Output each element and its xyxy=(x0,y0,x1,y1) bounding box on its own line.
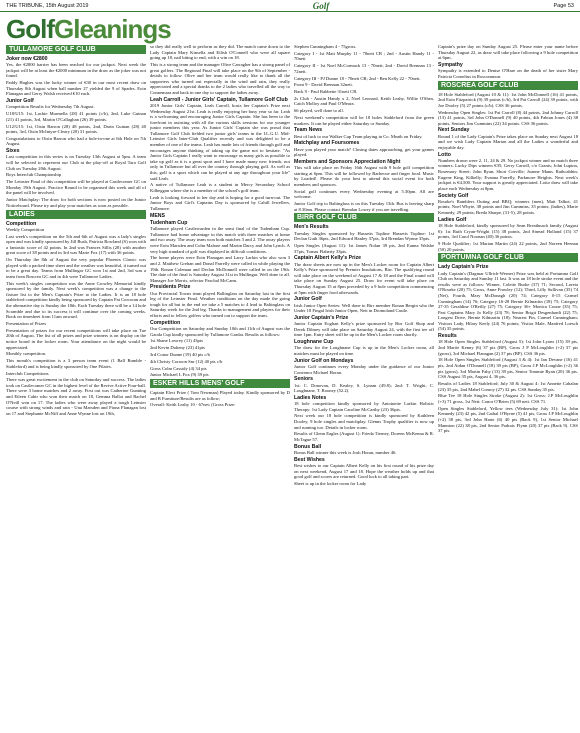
article-paragraph: A native of Tullamore Leah is a student in Mercy Secondary School Kilbeggan where she is a member of the school's golf team. xyxy=(150,182,290,194)
club-section-banner: BIRR GOLF CLUB xyxy=(294,213,434,222)
article-paragraph: Captain Elect Prize ( Tom Newman) Played today. Kindly sponsored by D and B Furniture/Results are as follow; xyxy=(150,390,290,401)
article-paragraph: 2019 Junior Girls' Captain, Leah Carroll, hosts her Captain's Prize next Wednesday August 21st. Leah is really enjoying her busy year so far. Leah is a welcoming and encouraging Junior Girls Captain. She has been to the forefront in assisting with all the various skills sessions for our younger junior members this year. As Junior Girls' Captain she was proud that Tullamore Golf Club fielded two junior girls' teams in the I.L.G.U. Mid-Leinster Girls Inter-Club Qualifier recently and was delighted to be a member of one of the teams. Leah has made lots of friends through golf and encourages anyone thinking of taking up the game not to hesitate. "As Junior Girls Captain I really want to encourage as many girls as possible to take up golf as it is a great sport and I have made many new friends, not only in Tullamore but all over the country through playing golf. As well as this, golf is a sport which can be played at any age throughout your life" said Leah. xyxy=(150,102,290,181)
club-section-banner: LADIES xyxy=(6,210,146,219)
article-paragraph: Junior Golf trip to Baltinglass is on this Tuesday 13th. Bus is leaving sharp at 8.30am. Please contact Brendan Lowry if you are travelling. xyxy=(294,201,434,212)
article-subheading: Lotto xyxy=(438,151,451,158)
article-paragraph: Irish Junior Open Series: Well done to Birr member Ronan Bergin who the Under 18 Fingal Irish Junior Open, Nett in Dromoland Castle. xyxy=(294,302,434,314)
masthead-title xyxy=(6,14,171,44)
article-subheading: Competition xyxy=(150,319,181,326)
article-subheading: Presidents Prize xyxy=(150,284,191,291)
article-paragraph: Have you played your match? Closing dates approaching, get your games played. xyxy=(294,146,434,158)
article-paragraph: Monthly competition. xyxy=(6,351,47,357)
article-paragraph: Leah is looking forward to her day and is hoping for a good turn-out. The Junior Boys and Girl's Captains Day is sponsored by Cahill Jewellers, Tullamore. xyxy=(150,194,290,211)
section-name: Golf xyxy=(312,0,330,11)
article-subheading: Junior Golf xyxy=(6,98,34,105)
article-paragraph: Interclub Competitions xyxy=(6,370,49,376)
article-paragraph: Wednesday Open Singles: 1st Pat Carroll (8) 44 points, 2nd Johnny Carroll (13) 41 points, 3rd John O'Donnell (9) 40 points, 4th Fabian Jones (4) 38 points, Seniors Jim Cummins (22) 34 points. CSS 36 points. xyxy=(438,109,578,126)
article-paragraph: Sympathy is extended to Denise O'Hare on the death of her sister Mary Patricia Cornelius in Roscommon. xyxy=(438,68,578,79)
article-subheading: Joker now €2800 xyxy=(6,56,48,62)
article-paragraph: Gross Colm Cassidy (4) 34 pts xyxy=(150,365,207,371)
column-4 xyxy=(438,44,578,730)
article-paragraph: The Leinster Final of this competition will be played at Castlecomer GC on Monday 19th August. Practice Round to be organised this week and all of the panel will be involved. xyxy=(6,179,146,196)
club-section-banner: ROSCREA GOLF CLUB xyxy=(438,81,578,90)
article-paragraph: This is a strong team and the manager Olive Carragher has a strong panel of great golfers. The Regional Final will take place on the 9th of September - details to follow. Olive and her team would really like to thank all the supporters who turned out especially in the wind and rain, they really appreciated and a special thanks to the 2 ladies who travelled all the way to Connemara and back in one day to support the ladies away. xyxy=(150,61,290,95)
article-paragraph: Captain's prize day on Sunday August 25. Please enter your name before Thursday August 22, as draw will take place following a 9 hole competition at 6pm. xyxy=(438,44,578,61)
article-paragraph: 66 played, well done to all. xyxy=(294,108,344,114)
article-subheading: MENS xyxy=(150,212,165,219)
article-subheading: Junior Golf xyxy=(294,296,322,303)
article-paragraph: Junior Golf continues every Monday under the guidance of our Junior Convenor Michael Horan. xyxy=(294,363,434,375)
article-paragraph: Best of luck to our Walker Cup Team playing in Co. Meath on Friday. xyxy=(294,133,423,139)
page-header-bar xyxy=(0,0,580,12)
article-paragraph: Last week's competition on the 5th and 6th of August was a lady's singles open and was kindly sponsored by Jill Bush, Patricia Rowland (S) won with a fantastic score of 42 points. In 2nd was Frances Sillis (28) with another great score of 38 points and in 3rd was Marie Fox (17) with 36 points. xyxy=(6,233,146,256)
club-section-banner: ESKER HILLS MENS' GOLF xyxy=(150,379,290,388)
article-subheading: Men's Results xyxy=(294,224,329,231)
article-paragraph: Rourke's Ramblers Outing and BBQ; winners (men), Matt Talbot, 41 points; Noel Whyte, 38 points and Jim Cummins, 35 points; (ladies), Marie Kennedy, 29 points; Breda Sharpe, (31-5), 28 points. xyxy=(438,198,578,215)
article-paragraph: Yes, the €2800 barrier has been reached for our jackpot. Next week the jackpot will be at least the €2000 minimum in the draw as the joker was not found. xyxy=(6,62,146,79)
article-paragraph: 1st: C. Donovan, D. Kealey, S. Lynam (49.8); 2nd: T. Wright, C. Loughnane, T. Rooney (52.2). xyxy=(294,382,434,394)
article-paragraph: Open Singles (August 11): 1st James Nolan 39 pts, 2nd Eanna Walshe 37pts, Tomas Flaherty 33pts. xyxy=(294,243,434,254)
article-paragraph: Boys Interclub Championship xyxy=(6,172,62,178)
article-paragraph: Last competition in this series is on Tuesday 13th August at 5pm. A team will be selected to represent our Club at the play-off at Royal Tara Golf Club on Tuesday 20th August. xyxy=(6,154,146,171)
article-paragraph: Results of Glenn Eagles (August 1): Frieda Tierney, Doreen McKenna & R. McTague 57. xyxy=(294,431,434,443)
article-subheading: Lady Captain's Prize xyxy=(438,264,489,271)
article-subheading: Best Wishes xyxy=(294,456,325,463)
article-subheading: Next Sunday xyxy=(438,127,470,134)
article-paragraph: Bonus Ball winner this week is Josh Horan, number 46. xyxy=(294,450,397,455)
article-paragraph: 18 Hole Open Singles Stableford (August 5): 1st John Lyons (15) 39 pts, 2nd Martie Kenny (6) 37 pts (BP), Gross J P McLoughlin (+2) 37 pts (gross), 3rd Michael Flanagan (2) 37 pts (BP). CSS 36 pts. xyxy=(438,339,578,356)
article-subheading: Society Golf xyxy=(438,192,469,199)
article-subheading: Ladies Notes xyxy=(294,394,327,401)
article-paragraph: 4th Christy Corroon Snr (12) 40 pts c/b xyxy=(150,358,223,364)
article-paragraph: 18 Hole Stableford, kindly sponsored by Sean Breathnach family (August 6): 1st Ruth Cryan-Wright (15) 38 points, 2nd Sinead Holland (15) 37 points, 3rd Carol Noonan (40) 36 points. xyxy=(438,222,578,240)
article-paragraph: Congratulations to Oisin Barron who had a hole-in-one at 6th Hole on 7th August. xyxy=(6,135,146,147)
article-paragraph: Category III - PJ Dunne 18 - 70nett CB; 2nd - Ben Kelly 22 - 70nett. xyxy=(294,75,421,81)
column-1 xyxy=(6,44,146,730)
article-subheading: Loughnane Cup xyxy=(294,339,334,346)
club-section-banner: TULLAMORE GOLF CLUB xyxy=(6,45,146,54)
article-subheading: Competition xyxy=(6,220,37,227)
article-subheading: Seniors xyxy=(294,376,314,383)
article-paragraph: 1st Shane Lowrey (11) 43pts xyxy=(150,338,203,344)
article-paragraph: Stephen Cunningham 4 - 75gross. xyxy=(294,44,357,49)
article-paragraph: Junior Michael L Fox (9) 39 pts xyxy=(150,372,209,378)
article-paragraph: Presentation of Prizes xyxy=(6,321,47,326)
article-paragraph: Blue Tee 18 Hole Singles Stroke (August 2): 1st Gross: J.P McLoughlin (+3) 71 gross, 1st Nett: Conor O'Brien (5) 69 nett. CSS 71. xyxy=(438,393,578,404)
article-paragraph: U12/U15: 1st, Oisin Barron (28) 48 points, 2nd, Darin Guinan (28) 40 points, 3rd, Oisin McIntyre-Cleary (20) 31 points. xyxy=(6,123,146,135)
article-paragraph: 9 Hole Qualifier; 1st Marian Martin (24) 22 points, 2nd Noreen Heenan (50) 20 points. xyxy=(438,240,578,252)
article-subheading: Junior Captain's Prize xyxy=(294,314,349,321)
article-paragraph: 18 hole competition kindly sponsored by Antoinette Larkin Holistic Therapy: 1st Lady Captain Caroline McCarthy (23) 36pts. xyxy=(294,401,434,412)
article-paragraph: 3rd Conor Dunne (19) 40 pts c/b xyxy=(150,351,210,357)
article-paragraph: The home players were Eoin Flanagan and Larry Larkin who also won 3 and 2. Matthew Grehan and Donal Farrelly were called in while playing the 19th. Ronan Coleman and Declan McDonnell were called in on the 19th. The date of the final is Saturday August 31st in Mullingar. Well done to all. Manager Joe Morris, selector Paschal McCann. xyxy=(150,255,290,283)
article-paragraph: Next weekend's competition will be 18 holes Stableford from the green markers. It can be played either Saturday or Sunday. xyxy=(294,115,434,126)
article-paragraph: Front 9 - David Brennan 32nett. xyxy=(294,82,353,88)
article-subheading: Ladies Golf xyxy=(438,216,467,223)
article-paragraph: Category II - 1st Noel McCormack 13 - 70nett; 2nd - David Brennan 13 - 72nett. xyxy=(294,63,434,74)
article-paragraph: 2s Club - Austin Handy x 2, Noel Leonard, Keith Leahy, Willie O'Shea, Catch Molloy and Paul O'Meara. xyxy=(294,95,434,107)
article-paragraph: Presentation of prizes for our recent competitions will take place on Tue 20th of August. The list of all prizes and prize winners is on display on the notice board in the locker room. Your attendance on the night would be appreciated. xyxy=(6,327,146,350)
article-subheading: Sixes xyxy=(6,148,20,155)
article-subheading: Results xyxy=(438,333,457,340)
article-paragraph: Best wishes to our Captain Albert Kelly on his first round of his prize day on next weekend, August 17 and 18. Hope the weather holds up and that good golf and scores are returned. Good luck to all taking part. xyxy=(294,462,434,480)
article-paragraph: Our Competition on Saturday and Sunday 10th and 11th of August was the Gaoda Cup kindly sponsored by Tullamore Gardai. Results as follows: xyxy=(150,326,290,337)
article-paragraph: This week's singles competition was the Anne Crowley Memorial kindly sponsored by the family. Next week's competition was a change to the fixture list to the Men's Captain's Prize to the Ladies. It is an 18 hole stableford competition kindly being sponsored by Captain Pat Corcoran and the alternative day is Sunday the 18th. Each Tuesday there will be a 14 hole Scramble and due to its success it will continue over the coming weeks. Book on timesheet from 11am onward. xyxy=(6,280,146,320)
article-paragraph: Category I - 1st Matt Murphy 11 - 70nett CB ; 2nd - Austin Handy 11 - 70nett xyxy=(294,50,434,62)
column-2 xyxy=(150,44,290,730)
article-paragraph: Junior Captain Eoghan Kelly's prize sponsored by Birr Golf Shop and Derek Dilmey will take place on Saturday August 24, with the first tee off time 1pm. Entry sheet will be up in the Men's Locker room shortly. xyxy=(294,321,434,338)
article-paragraph: This will take place on Friday 16th August with 9 hole golf competition starting at 6pm. This will be followed by Barbecue and finger food. Music by Loaded!. Please do your best to attend this social event for both members and sponsors. xyxy=(294,165,434,187)
article-paragraph: Social golf continues every Wednesday evening at 5.30pm. All are welcome. xyxy=(294,188,434,200)
club-section-banner: PORTUMNA GOLF CLUB xyxy=(438,253,578,262)
article-subheading: Members and Sponsors Appreciation Night xyxy=(294,158,401,165)
article-paragraph: Numbers drawn were 2, 11, 24 & 29. No jackpot winner and no match three winners. Lucky Dips winners €35; Gerry Carroll, c/o Grants; John Lupton, Rosemary Street; John Ryan, Short Corville; Joanne Mann, Rathcabbin; Eugene King, Kilkelly; Evanna Farrelly, Parkmore Heights. Next week's jackpot is €4,500. Your support is greatly appreciated. Lotto draw will take place each Wednesday at 8pm. xyxy=(438,157,578,191)
article-subheading: Leah Carroll - Junior Girls' Captain, Tullamore Golf Club xyxy=(150,96,288,103)
article-paragraph: Results of Ladies 18 Stableford; July 30 & August 4: 1st Annette Cahalan (23) 35 pts, 2nd Mabel Conroy (27) 32 pts. CSS Sunday 35 pts. xyxy=(438,380,578,392)
article-paragraph: Open Singles Stableford, Yellow tees (Wednesday July 31): 1st John Kennedy (23) 42 pts, 2nd Cathal O'Byrne (5) 41 pts, Gross J.P McLoughlin (+2) 38 pts, 3rd John Harte (6) 40 pts (Back 9), 1st Senior Michael Mannion (22) 38 pts, 2nd Senior Padraic Flynn (20) 37 pts (Back 9). CSS 37 pts. xyxy=(438,405,578,434)
article-paragraph: Overall: Keith Leahy 10 - 67net; (Gross Prize: xyxy=(150,402,236,408)
page-number: Page 53 xyxy=(553,2,574,9)
article-paragraph: This month's competition is a 3 person team event (1 Ball Rumble - Stableford) and is being kindly sponsored by One Pilates. xyxy=(6,358,146,369)
article-paragraph: Tullamore played Castlewarden in the semi final of the Tudenham Cup. Tullamore had home advantage in this match with three matches at home and two away. The away team won both matches 3 and 2. The away players were Eoin Marsden and Colm Malone and Martin Darcy and John Lynch. A very high standard of golf was displayed in difficult conditions. xyxy=(150,226,290,254)
column-3 xyxy=(294,44,434,730)
article-paragraph: so they did really well to perform as they did. The match came down to the Lady Captain Mary Kinsella and Eilish O'Connell who were all square going up 18, nail biting to end, with a win on 18. xyxy=(150,44,290,61)
article-paragraph: Next week our 18 hole competition is kindly sponsored by Kathleen Dooley, 9 hole singles and matchplay. Glenns Trophy qualifier is now up and running too. Details in locker room. xyxy=(294,413,434,430)
article-subheading: Matchplay and Foursomes xyxy=(294,140,360,147)
article-paragraph: The draw sheets are now up in the Men's Locker room for Captain Albert Kelly's Prize sponsored by Premier Insulations, Birr. The qualifying round will take place on the weekend of August 17 & 18 and the Final round will take place on Sunday August 25. Draw for event will take place on Thursday August 15 at 8pm preceded by a 9 hole competition commencing at 5pm with finger food afterwards. xyxy=(294,261,434,295)
article-paragraph: Competition Results for Wednesday 7th August. xyxy=(6,104,95,110)
article-subheading: Tudenham Cup xyxy=(150,219,188,226)
article-paragraph: Weekly Competition xyxy=(6,226,45,232)
article-paragraph: On Thursday the 8th of August the very popular Phoenix Classic was played with a packed time sheet and the weather was beautiful, it turned out to be a great day. Teams from Mullingar GC won 1st and 2nd, 3rd was a team from Roscrea GC and in 4th were Tullamore Ladies. xyxy=(6,257,146,279)
article-paragraph: Lady Captain's (Dagmar Ullrich-Werner) Prize was held at Portumna Golf Club on Saturday and Sunday 11 last. It was an 18 hole stroke event and the results were as follows: Winner, Colette Burke (37) 71; Second, Loreta O'Rourke (20) 75; Gross, Anne Frawley (12); Third, Lilly Sullivan (35) 74 (Net), Fourth, Mary McDonagh (20) 74; Category 0-15 Carmel Cunningham (14) 76; Category 16-28 Bernie Kilmartin (18) 75; Category 27-35 Geraldine O'Reilly (27) 75; Category 36+ Monica Coone (35) 75; Past Captains Mary Jo Kelly (23) 78; Senior Brigit Desgenhardt (22) 75; Longest Drive, Bernie Kilmartin (18); Nearest Pin, Carmel Cunningham; Visitors Lady, Hilary Keely (24) 76 points; Visitor Male, Manfred Loesch (54) 35 points. xyxy=(438,270,578,332)
masthead-first: Golf xyxy=(6,14,54,44)
article-subheading: Sympathy xyxy=(438,61,463,68)
article-paragraph: 18 Hole Open Singles Stableford (August 3 & 4): 1st Ian Devane (16) 41 pts, 2nd Aidan O'Donnell (18) 39 pts (BP), Gross J.P McLoughlin (+2) 36 pts (gross), 3rd Martin Fahy (13) 39 pts, Senior Tommie Ryan (20) 36 pts. CSS August 35 pts, August 4, 36 pts. xyxy=(438,357,578,380)
article-subheading: Captain Albert Kelly's Prize xyxy=(294,255,362,262)
article-subheading: Team News xyxy=(294,127,323,134)
article-paragraph: Our Provincial Towns team played Ballinglass on Saturday last in the first leg of the Leinster Final. Weather conditions on the day made the going tough for all but in the end we take a 5 matches to 4 lead to Baltinglass on Saturday week for the 2nd leg. Thanks to management and players for their efforts and to fellow golfers who turned out to support the team. xyxy=(150,290,290,319)
article-paragraph: 2nd Kevin Doheny (23) 41pts xyxy=(150,345,205,351)
article-subheading: Junior Golf on Mondays xyxy=(294,357,354,364)
article-paragraph: 18 Hole Stableford (August 10 & 11): 1st John McDonnell (16) 41 points, 2nd Eoin Fitzpatrick (9) 39 points (c/b), 3rd Pat Carroll (24) 39 points, with Joe Dooley (5) 27 points (c/b). CSS 36 points. xyxy=(438,91,578,108)
article-paragraph: There was great excitement in the club on Saturday and success. The ladies took on Castlecomer GC in the highest level of the Revive Active Four-ball. There were 3 home matches and 2 away. First out was Catherine Gunning and Eileen Cahir who won their match on 18, Gemma Ballot and Rachel O'Neill won on 17. The ladies who were away played a tough Leinster course with strong winds and rain - Una Marsden and Fiona Flanagan lost on 17 and Stephanie McNiff and Anne Wynne lost on 19th, xyxy=(6,377,146,416)
article-paragraph: Sheet is up in the locker room for Lady xyxy=(294,480,367,486)
article-paragraph: Round 1 of the Lady Captain's Prize takes place on Sunday next August 18 and we wish Lady Captain Marian and all the Ladies a wonderful and enjoyable day. xyxy=(438,133,578,150)
article-paragraph: Junior Matchplay: The draw for both sections is now posted on the Junior Noticeboard. Please try and play your matches as soon as possible. xyxy=(6,197,146,208)
article-paragraph: The draw for the Loughnane Cup is up in the Men's Locker room, all matches must be played on time. xyxy=(294,345,434,356)
article-paragraph: Tuesday Singles sponsored by Hassetts Topline Hassetts Topline: 1st Declan Guth 36pts, 2nd Edward Hanley 37pts, 3rd Brendan Wynne 35pts. xyxy=(294,230,434,242)
article-paragraph: Back 9 - Paul Rabbette 31nett CB. xyxy=(294,89,358,95)
article-paragraph: Paddy Hughes was the lucky winner of €30 in our most recent draw on Thursday 8th August when ball number 27 yielded the 9 of Spades. Eoin Flanagan and Gerry Walsh received €10 each. xyxy=(6,80,146,97)
publication-date: THE TRIBUNE, 15th August 2019 xyxy=(6,2,89,9)
article-paragraph: U18/U15: 1st, Lachie Murmella (28) 41 points (c/b), 2nd, Luke Guinan (21) 41 points, 3rd, Martin O'Callaghan (26) 39 points. xyxy=(6,111,146,122)
article-subheading: Bonus Ball xyxy=(294,443,322,450)
masthead-rest: Gleanings xyxy=(54,14,171,44)
